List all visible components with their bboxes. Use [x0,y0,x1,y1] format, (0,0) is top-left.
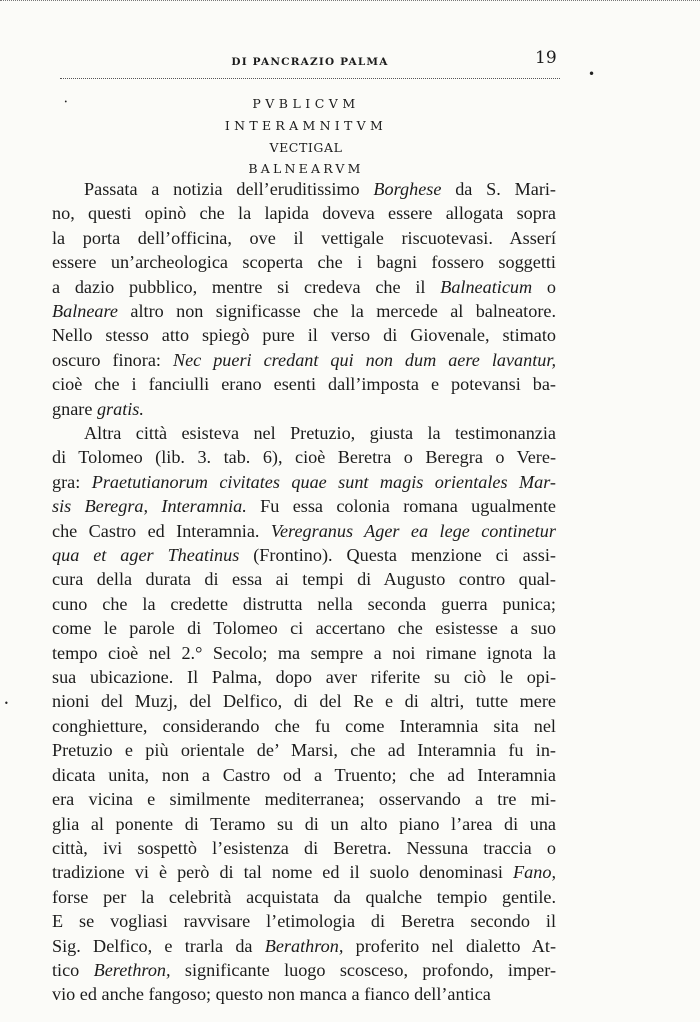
text-line [52,665,556,689]
text-line [52,689,556,713]
text-line [52,299,556,323]
ink-speck: • [64,99,68,106]
inscription-line: VECTIGAL [269,140,343,155]
italic-text: Berathron, [264,935,344,956]
inscription-line: BALNEARVM [248,161,364,176]
text-run: Nello stesso atto spiegò pure il verso di Giovenale, stimato [52,325,556,346]
text-run: a dazio pubblico, mentre si credeva che il [52,276,441,297]
text-line [52,860,556,884]
italic-text: Nec pueri credant qui non dum aere lavantur, [172,349,556,370]
text-run: da S. Mari- [441,179,556,199]
text-line [52,738,556,762]
text-line [52,787,556,811]
text-run: come le parole di Tolomeo ci accertano che esistesse a suo [52,618,556,639]
text-line [52,567,556,591]
text-run: o [532,276,556,297]
italic-text: gratis. [96,398,144,419]
italic-text: qua et ager Theatinus [52,545,240,566]
text-line [52,421,556,445]
text-run: gra: [52,471,92,492]
text-line [52,177,556,201]
italic-text: Balneaticum [440,276,533,297]
text-line [52,885,556,909]
text-run: essere un’archeologica scoperta che i bagni fossero soggetti [52,252,556,273]
text-line [52,323,556,347]
inscription-line: PVBLICVM [252,96,360,111]
text-line [52,763,556,787]
text-run: oscuro finora: [52,349,173,370]
inscription-line: INTERAMNITVM [224,118,388,133]
text-line [52,226,556,250]
text-line [52,812,556,836]
text-run: forse per la celebrità acquistata da qualche tempio gentile. [52,886,556,907]
text-run: tempo cioè nel 2.° Secolo; ma sempre a noi rimane ignota la [52,642,556,663]
text-run: conghietture, considerando che fu come Interamnia sita nel [52,715,556,736]
text-run: Fu essa colonia romana ugualmente [246,496,556,517]
italic-text: sis Beregra, Interamnia. [52,496,247,517]
text-line [52,445,556,469]
text-line [52,909,556,933]
text-line [52,836,556,860]
italic-text: Fano, [513,862,556,883]
text-run: cuno che la credette distrutta nella seconda guerra punica; [52,593,556,614]
text-line [52,934,556,958]
text-line [52,201,556,225]
text-run: Sig. Delfico, e trarla da [52,935,265,956]
text-run: di Tolomeo (lib. 3. tab. 6), cioè Beretra o Beregra o Vere- [52,447,556,468]
text-line [52,397,556,421]
text-line [52,641,556,665]
text-line [52,372,556,396]
text-run: sua ubicazione. Il Palma, dopo aver riferite su ciò le opi- [52,667,556,688]
text-run: tradizione vi è però di tal nome ed il suolo denominasi [52,862,514,883]
text-run: (Frontino). Questa menzione ci assi- [239,545,556,566]
italic-text: Balneare [52,301,118,322]
text-line [52,982,556,1006]
text-run: glia al ponente di Teramo su di un alto piano l’area di una [52,813,556,834]
text-run: proferito nel dialetto At- [343,935,556,956]
text-run: Passata a notizia dell’eruditissimo [84,179,374,199]
text-run: che Castro ed Interamnia. [52,520,271,541]
text-run: altro non significasse che la mercede al balneatore. [118,301,556,322]
text-run: significante luogo scosceso, profondo, imper- [170,959,556,980]
page-header [60,48,560,79]
text-run: era vicina e similmente mediterranea; osservando a tre mi- [52,789,556,810]
text-run: cioè che i fanciulli erano esenti dall’imposta e potevansi ba- [52,374,556,395]
top-edge-rule [0,0,700,1]
page-number: 19 [535,48,557,68]
text-run: Altra città esisteva nel Pretuzio, giusta la testimonanzia [84,423,556,443]
text-run: gnare [52,398,97,419]
text-line [52,348,556,372]
paragraph [52,421,556,1007]
text-line [52,519,556,543]
text-line [52,494,556,518]
running-head: DI PANCRAZIO PALMA [231,56,389,68]
italic-text: Berethron, [93,959,171,980]
text-line [52,250,556,274]
text-run: vio ed anche fangoso; questo non manca a fianco dell’antica [52,984,491,1005]
text-run: la porta dell’officina, ove il vettigale riscuotevasi. Asserí [52,227,556,248]
text-run: tico [52,959,94,980]
text-line [52,543,556,567]
text-line [52,616,556,640]
italic-text: Veregranus Ager ea lege continetur [270,520,556,541]
ink-speck: • [4,699,9,708]
text-run: cura della durata di essa ai tempi di Augusto contro qual- [52,569,556,590]
text-run: dicata unita, non a Castro od a Truento; che ad Interamnia [52,764,556,785]
paragraph [52,177,556,421]
text-run: E se vogliasi ravvisare l’etimologia di Beretra secondo il [52,911,556,932]
italic-text: Praetutianorum civitates quae sunt magis orientales Mar- [91,471,556,492]
text-line [52,592,556,616]
text-run: no, questi opinò che la lapida doveva essere allogata sopra [52,203,556,224]
ink-speck: • [588,67,596,81]
text-line [52,470,556,494]
text-run: Pretuzio e più orientale de’ Marsi, che ad Interamnia fu in- [52,740,556,761]
text-run: nioni del Muzj, del Delfico, di del Re e di altri, tutte mere [52,691,556,712]
text-line [52,275,556,299]
italic-text: Borghese [373,179,442,199]
text-line [52,714,556,738]
text-line [52,958,556,982]
text-run: città, ivi sospettò l’esistenza di Beretra. Nessuna traccia o [52,837,556,858]
